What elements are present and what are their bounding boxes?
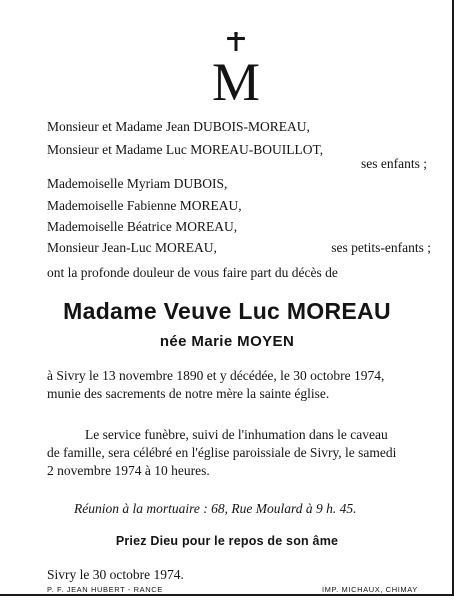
- printer-left: P. F. JEAN HUBERT - RANCE: [47, 585, 163, 594]
- details-line-2: munie des sacrements de notre mère la sainte église.: [47, 386, 330, 401]
- place-date: Sivry le 30 octobre 1974.: [47, 567, 184, 582]
- grandchild-line-1: Mademoiselle Myriam DUBOIS,: [47, 176, 228, 191]
- service-line-2: de famille, sera célébré en l'église paroissiale de Sivry, le samedi: [47, 445, 397, 460]
- announcement: ont la profonde douleur de vous faire part du décès de: [47, 265, 338, 280]
- family-line-1: Monsieur et Madame Jean DUBOIS-MOREAU,: [47, 119, 310, 134]
- monogram: [212, 32, 260, 104]
- meeting-info: Réunion à la mortuaire : 68, Rue Moulard à 9 h. 45.: [74, 501, 357, 516]
- deceased-maiden-name: née Marie MOYEN: [159, 333, 295, 350]
- family-line-2: Monsieur et Madame Luc MOREAU-BOUILLOT,: [47, 142, 324, 157]
- deceased-name: Madame Veuve Luc MOREAU: [63, 298, 391, 324]
- monogram-letter: M: [212, 52, 260, 104]
- service-line-1: Le service funèbre, suivi de l'inhumation dans le caveau: [85, 427, 388, 442]
- grandchildren-label: ses petits-enfants ;: [331, 240, 431, 255]
- prayer: Priez Dieu pour le repos de son âme: [115, 534, 339, 548]
- service-line-3: 2 novembre 1974 à 10 heures.: [47, 463, 210, 478]
- cross-icon: [212, 32, 260, 104]
- details-line-1: à Sivry le 13 novembre 1890 et y décédée, le 30 octobre 1974,: [47, 368, 385, 383]
- grandchild-line-2: Mademoiselle Fabienne MOREAU,: [47, 198, 242, 213]
- grandchild-line-4: Monsieur Jean-Luc MOREAU,: [47, 240, 217, 255]
- grandchild-line-3: Mademoiselle Béatrice MOREAU,: [47, 219, 238, 234]
- children-label: ses enfants ;: [361, 156, 427, 171]
- printer-right: IMP. MICHAUX, CHIMAY: [322, 585, 418, 594]
